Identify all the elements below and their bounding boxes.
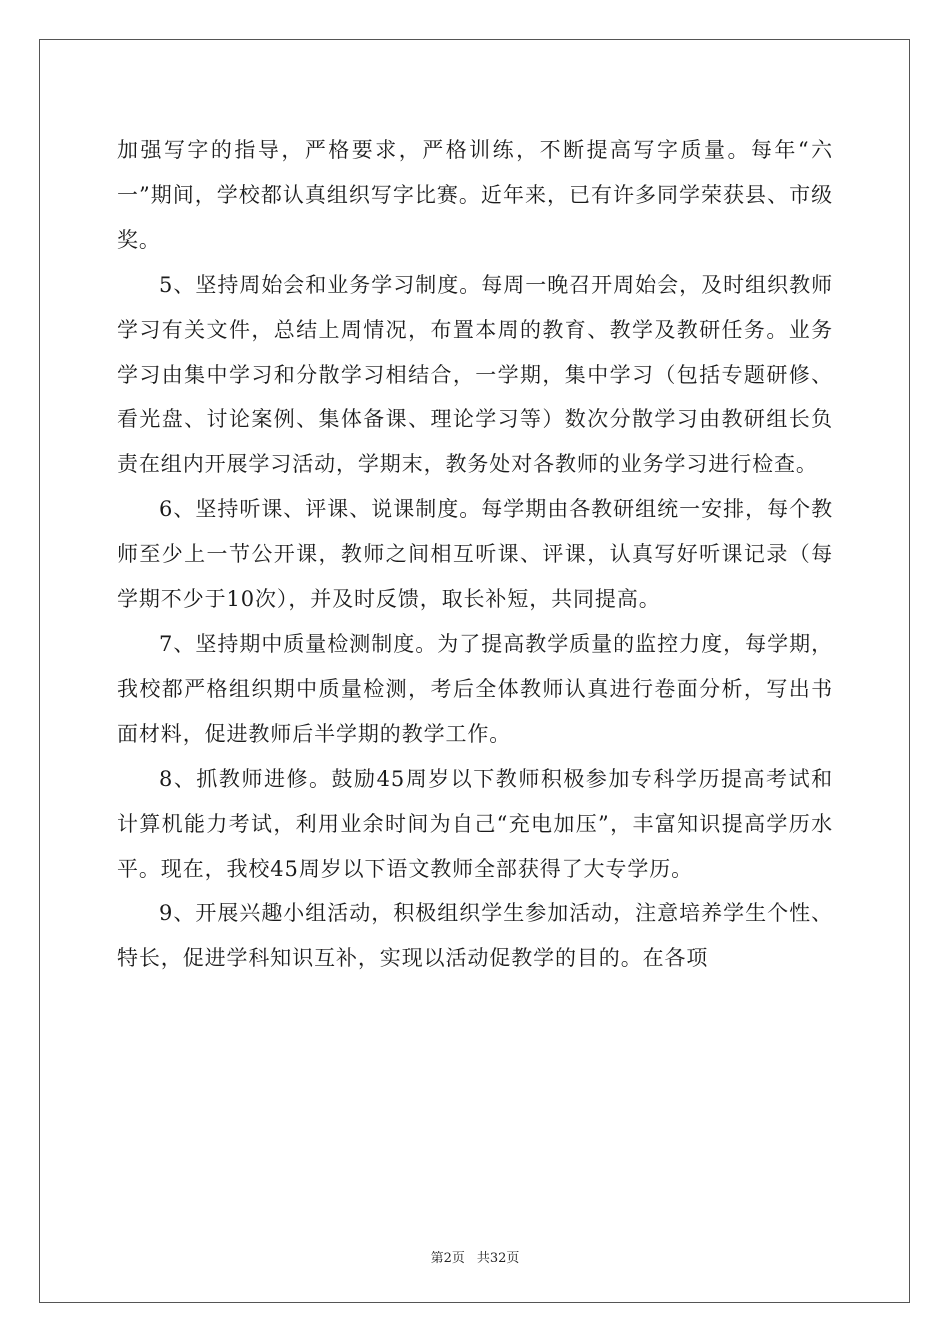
paragraph-3: 6、坚持听课、评课、说课制度。每学期由各教研组统一安排，每个教师至少上一节公开课，教师之间相互听课、评课，认真写好听课记录（每学期不少于10次），并及时反馈，取长补短，共同提高。 bbox=[117, 497, 833, 612]
paragraph-2: 5、坚持周始会和业务学习制度。每周一晚召开周始会，及时组织教师学习有关文件，总结上周情况，布置本周的教育、教学及教研任务。业务学习由集中学习和分散学习相结合，一学期，集中学习（包括专题研修、看光盘、讨论案例、集体备课、理论学习等）数次分散学习由教研组长负责在组内开展学习活动，学期末，教务处对各教师的业务学习进行检查。 bbox=[117, 272, 833, 477]
paragraph-5: 8、抓教师进修。鼓励45周岁以下教师积极参加专科学历提高考试和计算机能力考试，利用业余时间为自己“充电加压”，丰富知识提高学历水平。现在，我校45周岁以下语文教师全部获得了大专学历。 bbox=[117, 766, 833, 881]
page-number: 第2页 bbox=[430, 1251, 465, 1266]
paragraph-4: 7、坚持期中质量检测制度。为了提高教学质量的监控力度，每学期，我校都严格组织期中质量检测，考后全体教师认真进行卷面分析，写出书面材料，促进教师后半学期的教学工作。 bbox=[117, 631, 833, 746]
page-total: 共32页 bbox=[476, 1251, 520, 1266]
paragraph-6: 9、开展兴趣小组活动，积极组织学生参加活动，注意培养学生个性、特长，促进学科知识互补，实现以活动促教学的目的。在各项 bbox=[117, 901, 833, 971]
paragraph-1: 加强写字的指导，严格要求，严格训练，不断提高写字质量。每年“六一”期间，学校都认真组织写字比赛。近年来，已有许多同学荣获县、市级奖。 bbox=[117, 138, 833, 252]
page-footer bbox=[0, 1251, 950, 1267]
document-body bbox=[117, 128, 833, 981]
